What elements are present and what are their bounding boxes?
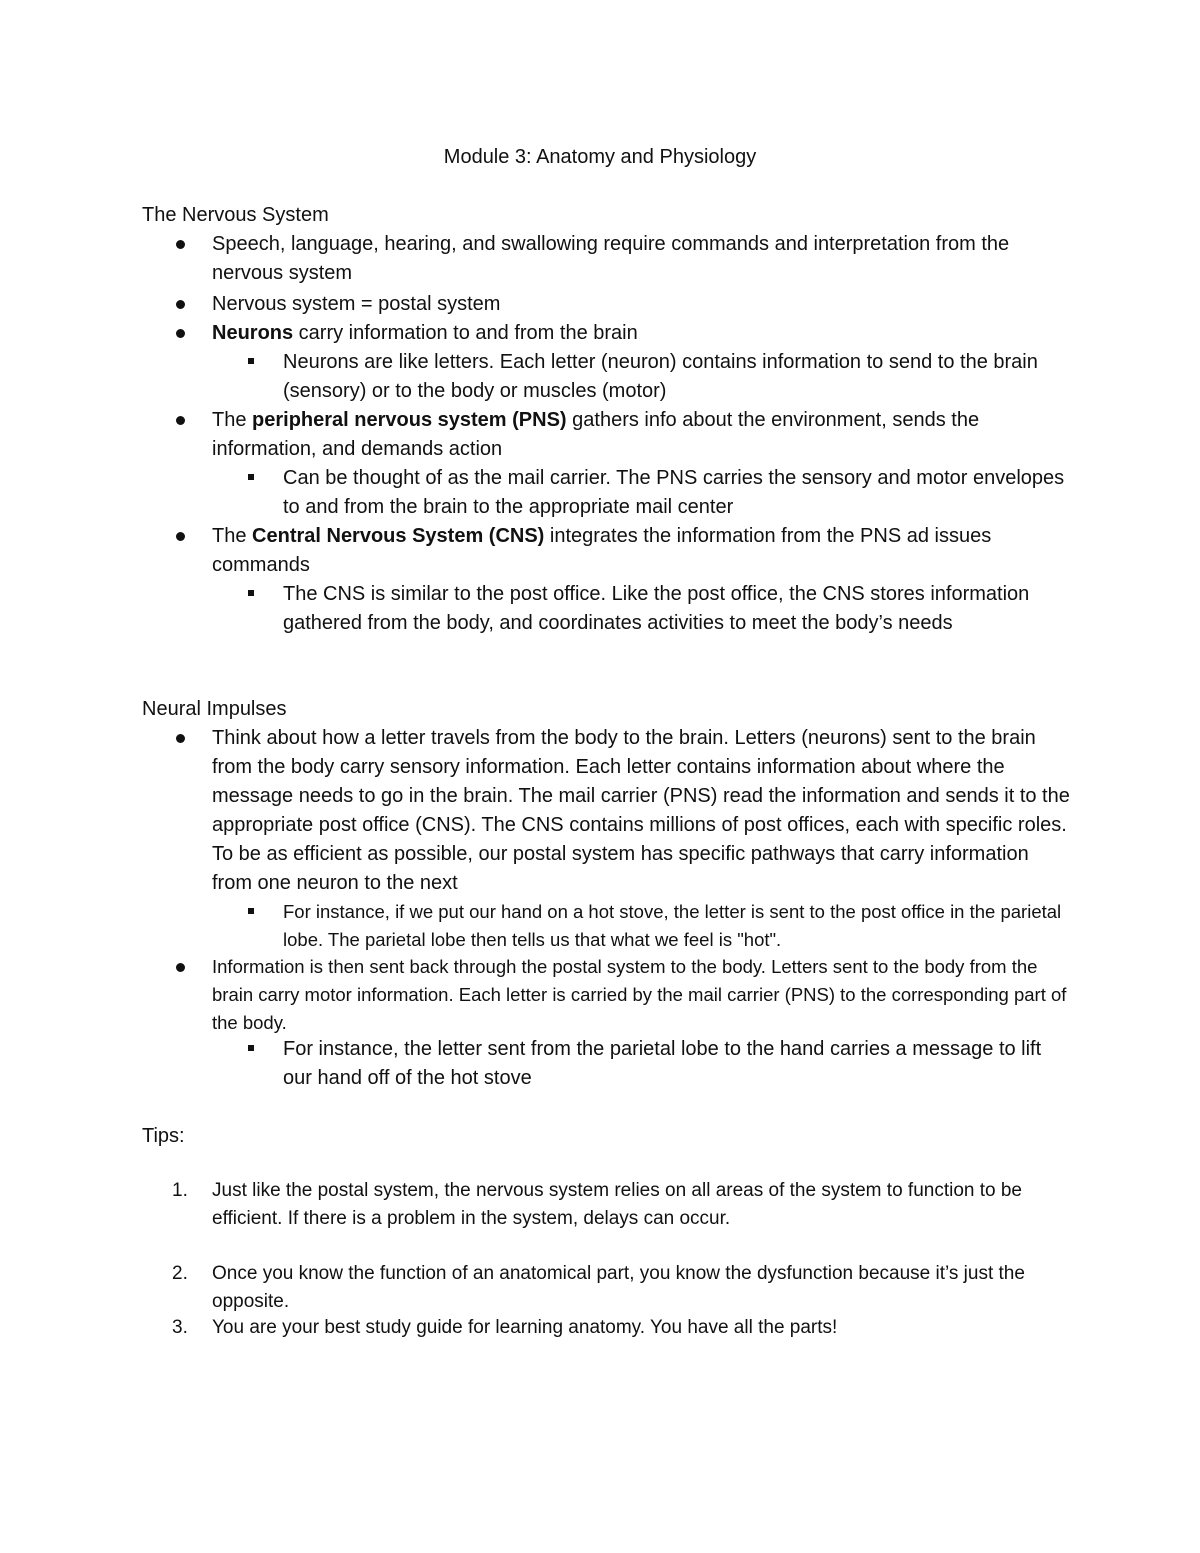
sub-list-item	[283, 1035, 1073, 1093]
section-heading-nervous-system: The Nervous System	[142, 204, 329, 226]
list-number: 1.	[172, 1180, 188, 1201]
bullet-icon	[176, 734, 185, 743]
section-heading-tips: Tips:	[142, 1125, 185, 1147]
bullet-icon	[176, 532, 185, 541]
bullet-icon	[176, 963, 185, 972]
square-bullet-icon	[248, 1045, 254, 1051]
bullet-icon	[176, 416, 185, 425]
square-bullet-icon	[248, 590, 254, 596]
list-item	[212, 230, 1072, 288]
square-bullet-icon	[248, 358, 254, 364]
numbered-list-item-text: You are your best study guide for learning anatomy. You have all the parts!	[212, 1317, 838, 1338]
list-item-text: Nervous system = postal system	[212, 293, 501, 315]
numbered-list-item	[172, 1260, 1072, 1316]
term-cns: Central Nervous System (CNS)	[252, 525, 545, 547]
list-item-text: Think about how a letter travels from the body to the brain. Letters (neurons) sent to the brain from the body carry sensory information. Each letter contains information about where the message needs to go in the brain. The mail carrier (PNS) read the information and sends it to the appropriate post office (CNS). The CNS contains millions of post offices, each with specific roles. To be as efficient as possible, our postal system has specific pathways that carry information from one neuron to the next	[212, 727, 1070, 894]
sub-list-item	[283, 580, 1073, 638]
sub-list-item-text: Can be thought of as the mail carrier. The PNS carries the sensory and motor envelopes to and from the brain to the appropriate mail center	[283, 467, 1065, 518]
numbered-list-item	[172, 1314, 1072, 1342]
list-number: 2.	[172, 1263, 188, 1284]
sub-list-item-text: The CNS is similar to the post office. Like the post office, the CNS stores information gathered from the body, and coordinates activities to meet the body’s needs	[283, 583, 1030, 634]
bullet-icon	[176, 240, 185, 249]
list-item-text: carry information to and from the brain	[293, 322, 638, 344]
sub-list-item-text: For instance, if we put our hand on a hot stove, the letter is sent to the post office in the parietal lobe. The parietal lobe then tells us that what we feel is "hot".	[283, 901, 1062, 950]
list-item-text: Speech, language, hearing, and swallowing require commands and interpretation from the nervous system	[212, 233, 1010, 284]
bullet-icon	[176, 300, 185, 309]
list-item	[212, 724, 1072, 898]
sub-list-item	[283, 464, 1073, 522]
list-item	[212, 319, 1072, 348]
term-neurons: Neurons	[212, 322, 294, 344]
numbered-list-item	[172, 1177, 1072, 1233]
list-number: 3.	[172, 1317, 188, 1338]
list-item	[212, 290, 1072, 319]
list-item-text: Information is then sent back through the postal system to the body. Letters sent to the body from the brain carry motor information. Each letter is carried by the mail carrier (PNS) to the corresponding part of the body.	[212, 956, 1067, 1033]
square-bullet-icon	[248, 908, 254, 914]
sub-list-item-text: For instance, the letter sent from the parietal lobe to the hand carries a message to lift our hand off of the hot stove	[283, 1038, 1042, 1089]
term-pns: peripheral nervous system (PNS)	[252, 409, 567, 431]
numbered-list-item-text: Just like the postal system, the nervous system relies on all areas of the system to function to be efficient. If there is a problem in the system, delays can occur.	[212, 1180, 1022, 1229]
list-item	[212, 406, 1072, 464]
bullet-icon	[176, 329, 185, 338]
list-item-text: gathers info about the environment, sends the information, and demands action	[212, 409, 980, 460]
list-item	[212, 522, 1072, 580]
list-item	[212, 953, 1072, 1037]
document-title: Module 3: Anatomy and Physiology	[443, 146, 757, 168]
square-bullet-icon	[248, 474, 254, 480]
numbered-list-item-text: Once you know the function of an anatomical part, you know the dysfunction because it’s just the opposite.	[212, 1263, 1025, 1312]
list-item-text-prefix: The	[212, 409, 253, 431]
sub-list-item	[283, 898, 1073, 954]
list-item-text: integrates the information from the PNS ad issues commands	[212, 525, 992, 576]
sub-list-item	[283, 348, 1073, 406]
section-heading-neural-impulses: Neural Impulses	[142, 698, 287, 720]
sub-list-item-text: Neurons are like letters. Each letter (neuron) contains information to send to the brain (sensory) or to the body or muscles (motor)	[283, 351, 1038, 402]
list-item-text-prefix: The	[212, 525, 253, 547]
